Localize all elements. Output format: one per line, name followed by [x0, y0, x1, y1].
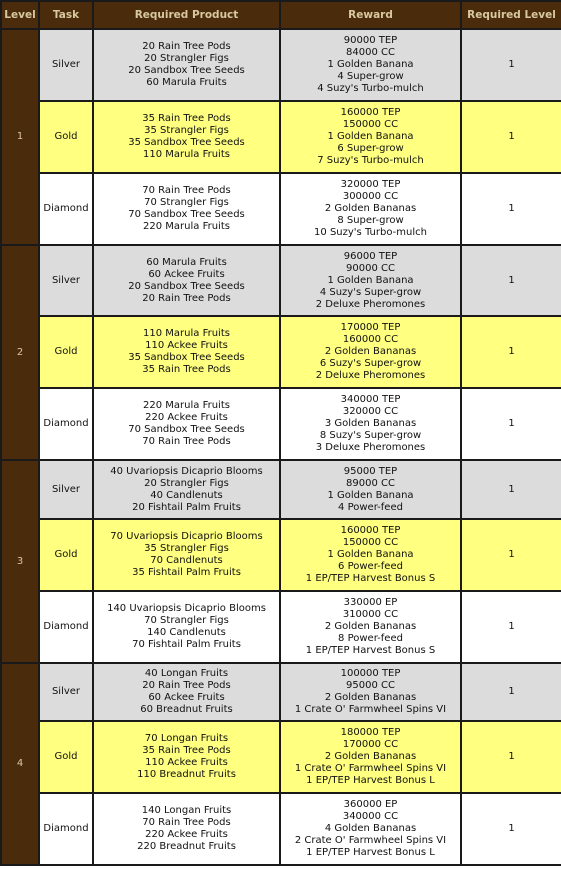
- product-line: 70 Rain Tree Pods: [142, 817, 231, 828]
- product-line: 60 Breadnut Fruits: [140, 704, 233, 715]
- reward-line: 340000 CC: [342, 811, 399, 822]
- reward-line: 160000 TEP: [340, 107, 401, 118]
- required-product: [93, 663, 280, 721]
- product-line: 140 Candlenuts: [147, 627, 226, 638]
- reward-line: 1 Crate O' Farmwheel Spins VI: [294, 704, 447, 715]
- reward-line: 2 Golden Bananas: [324, 346, 417, 357]
- reward-line: 3 Golden Bananas: [324, 418, 417, 429]
- reward-line: 2 Golden Bananas: [324, 751, 417, 762]
- task-tier: Gold: [39, 519, 93, 591]
- product-line: 35 Rain Tree Pods: [142, 364, 231, 375]
- reward-line: 1 EP/TEP Harvest Bonus L: [306, 775, 435, 786]
- reward-line: 320000 TEP: [340, 179, 401, 190]
- level-number: 4: [1, 663, 39, 865]
- reward-line: 150000 CC: [342, 537, 399, 548]
- product-line: 110 Ackee Fruits: [145, 757, 228, 768]
- product-line: 20 Rain Tree Pods: [142, 680, 231, 691]
- product-line: 20 Strangler Figs: [144, 477, 229, 489]
- product-line: 60 Marula Fruits: [146, 77, 227, 88]
- required-level: 1: [461, 460, 561, 519]
- reward-line: 2 Golden Bananas: [324, 692, 417, 703]
- task-tier: Diamond: [39, 591, 93, 663]
- product-line: 35 Fishtail Palm Fruits: [132, 567, 241, 578]
- reward-line: 10 Suzy's Turbo-mulch: [314, 227, 427, 238]
- reward: [280, 793, 461, 865]
- task-tier: Gold: [39, 101, 93, 173]
- table-row: [1, 519, 561, 591]
- reward: [280, 101, 461, 173]
- product-line: 60 Marula Fruits: [146, 256, 227, 268]
- reward-line: 2 Deluxe Pheromones: [315, 298, 426, 310]
- product-line: 220 Ackee Fruits: [145, 412, 228, 423]
- reward-line: 300000 CC: [342, 191, 399, 202]
- reward: [280, 591, 461, 663]
- header-required-level: Required Level: [461, 1, 561, 29]
- task-tier: Silver: [39, 663, 93, 721]
- reward: [280, 519, 461, 591]
- task-tier: Gold: [39, 316, 93, 388]
- reward-line: 3 Deluxe Pheromones: [315, 442, 426, 453]
- required-level: 1: [461, 316, 561, 388]
- product-line: 70 Uvariopsis Dicaprio Blooms: [110, 531, 263, 542]
- reward-line: 180000 TEP: [340, 727, 401, 738]
- product-line: 220 Breadnut Fruits: [137, 841, 236, 852]
- product-line: 40 Longan Fruits: [144, 668, 229, 679]
- product-line: 35 Rain Tree Pods: [142, 113, 231, 124]
- product-line: 70 Rain Tree Pods: [142, 185, 231, 196]
- table-row: [1, 245, 561, 316]
- reward-line: 7 Suzy's Turbo-mulch: [317, 155, 424, 166]
- reward-line: 4 Golden Bananas: [324, 823, 417, 834]
- required-level: 1: [461, 173, 561, 245]
- product-line: 70 Sandbox Tree Seeds: [128, 209, 245, 220]
- header-task: Task: [39, 1, 93, 29]
- reward-line: 8 Super-grow: [337, 215, 404, 226]
- reward-line: 8 Power-feed: [338, 633, 403, 644]
- level-number: 2: [1, 245, 39, 460]
- reward-line: 89000 CC: [346, 477, 395, 489]
- product-line: 70 Rain Tree Pods: [142, 436, 231, 447]
- product-line: 60 Ackee Fruits: [148, 692, 225, 703]
- reward-line: 160000 TEP: [340, 525, 401, 536]
- product-line: 110 Marula Fruits: [143, 149, 230, 160]
- reward-line: 84000 CC: [346, 47, 395, 58]
- required-product: [93, 519, 280, 591]
- reward-line: 4 Suzy's Super-grow: [319, 286, 422, 298]
- product-line: 20 Fishtail Palm Fruits: [132, 501, 241, 513]
- reward-line: 6 Power-feed: [338, 561, 403, 572]
- required-product: [93, 793, 280, 865]
- required-level: 1: [461, 388, 561, 460]
- required-product: [93, 101, 280, 173]
- reward-line: 1 Golden Banana: [327, 549, 414, 560]
- reward-line: 320000 CC: [342, 406, 399, 417]
- task-tier: Diamond: [39, 793, 93, 865]
- header-row: [1, 1, 561, 29]
- product-line: 60 Ackee Fruits: [148, 268, 225, 280]
- reward-line: 90000 TEP: [343, 35, 398, 46]
- table-row: [1, 460, 561, 519]
- table-row: [1, 591, 561, 663]
- reward-line: 1 Golden Banana: [327, 59, 414, 70]
- reward-line: 1 Golden Banana: [327, 131, 414, 142]
- reward-line: 4 Power-feed: [338, 501, 403, 513]
- required-product: [93, 316, 280, 388]
- header-required-product: Required Product: [93, 1, 280, 29]
- product-line: 40 Candlenuts: [150, 489, 223, 501]
- task-tier: Diamond: [39, 173, 93, 245]
- required-product: [93, 29, 280, 101]
- required-level: 1: [461, 101, 561, 173]
- required-product: [93, 173, 280, 245]
- table-row: [1, 101, 561, 173]
- task-tier: Silver: [39, 29, 93, 101]
- level-number: 1: [1, 29, 39, 245]
- reward-line: 170000 TEP: [340, 322, 401, 333]
- product-line: 220 Marula Fruits: [143, 221, 230, 232]
- reward: [280, 721, 461, 793]
- reward-line: 95000 CC: [346, 680, 395, 691]
- reward-line: 100000 TEP: [340, 668, 401, 679]
- product-line: 35 Rain Tree Pods: [142, 745, 231, 756]
- table-row: [1, 793, 561, 865]
- table-row: [1, 29, 561, 101]
- task-tier: Silver: [39, 460, 93, 519]
- reward-line: 1 EP/TEP Harvest Bonus S: [305, 645, 436, 656]
- reward: [280, 29, 461, 101]
- reward-line: 2 Crate O' Farmwheel Spins VI: [294, 835, 447, 846]
- required-product: [93, 460, 280, 519]
- table-row: [1, 721, 561, 793]
- reward-line: 4 Suzy's Turbo-mulch: [317, 83, 424, 94]
- reward-line: 330000 EP: [343, 597, 398, 608]
- reward-line: 340000 TEP: [340, 394, 401, 405]
- product-line: 35 Sandbox Tree Seeds: [128, 137, 245, 148]
- reward-line: 8 Suzy's Super-grow: [319, 430, 422, 441]
- product-line: 70 Strangler Figs: [144, 615, 229, 626]
- reward-line: 6 Super-grow: [337, 143, 404, 154]
- reward-line: 96000 TEP: [343, 250, 398, 262]
- reward-line: 2 Deluxe Pheromones: [315, 370, 426, 381]
- reward-line: 360000 EP: [343, 799, 398, 810]
- reward-line: 6 Suzy's Super-grow: [319, 358, 422, 369]
- required-level: 1: [461, 663, 561, 721]
- product-line: 20 Rain Tree Pods: [142, 292, 231, 304]
- product-line: 140 Uvariopsis Dicaprio Blooms: [107, 603, 266, 614]
- product-line: 220 Ackee Fruits: [145, 829, 228, 840]
- product-line: 40 Uvariopsis Dicaprio Blooms: [110, 465, 263, 477]
- required-product: [93, 388, 280, 460]
- reward-line: 1 Golden Banana: [327, 489, 414, 501]
- reward-line: 310000 CC: [342, 609, 399, 620]
- reward: [280, 316, 461, 388]
- header-reward: Reward: [280, 1, 461, 29]
- product-line: 220 Marula Fruits: [143, 400, 230, 411]
- product-line: 70 Sandbox Tree Seeds: [128, 424, 245, 435]
- reward: [280, 245, 461, 316]
- product-line: 110 Ackee Fruits: [145, 340, 228, 351]
- reward-line: 1 EP/TEP Harvest Bonus L: [306, 847, 435, 858]
- table-row: [1, 316, 561, 388]
- product-line: 20 Sandbox Tree Seeds: [128, 280, 245, 292]
- product-line: 35 Strangler Figs: [144, 125, 229, 136]
- product-line: 35 Strangler Figs: [144, 543, 229, 554]
- reward-line: 1 EP/TEP Harvest Bonus S: [305, 573, 436, 584]
- reward-line: 150000 CC: [342, 119, 399, 130]
- task-tier: Gold: [39, 721, 93, 793]
- required-level: 1: [461, 591, 561, 663]
- product-line: 70 Candlenuts: [150, 555, 223, 566]
- reward-line: 4 Super-grow: [337, 71, 404, 82]
- reward-line: 1 Golden Banana: [327, 274, 414, 286]
- reward-line: 90000 CC: [346, 262, 395, 274]
- task-tier: Diamond: [39, 388, 93, 460]
- reward-line: 170000 CC: [342, 739, 399, 750]
- reward-line: 160000 CC: [342, 334, 399, 345]
- required-level: 1: [461, 519, 561, 591]
- product-line: 110 Breadnut Fruits: [137, 769, 236, 780]
- required-product: [93, 245, 280, 316]
- table-row: [1, 663, 561, 721]
- product-line: 35 Sandbox Tree Seeds: [128, 352, 245, 363]
- required-level: 1: [461, 793, 561, 865]
- table-row: [1, 173, 561, 245]
- reward-line: 1 Crate O' Farmwheel Spins VI: [294, 763, 447, 774]
- product-line: 70 Longan Fruits: [144, 733, 229, 744]
- reward-line: 2 Golden Bananas: [324, 203, 417, 214]
- required-product: [93, 721, 280, 793]
- product-line: 20 Strangler Figs: [144, 53, 229, 64]
- level-number: 3: [1, 460, 39, 663]
- header-level: Level: [1, 1, 39, 29]
- reward: [280, 663, 461, 721]
- product-line: 70 Fishtail Palm Fruits: [132, 639, 241, 650]
- task-tier: Silver: [39, 245, 93, 316]
- table-body: [1, 29, 561, 865]
- table-row: [1, 388, 561, 460]
- required-product: [93, 591, 280, 663]
- product-line: 110 Marula Fruits: [143, 328, 230, 339]
- product-line: 20 Rain Tree Pods: [142, 41, 231, 52]
- required-level: 1: [461, 29, 561, 101]
- product-line: 140 Longan Fruits: [141, 805, 232, 816]
- product-line: 70 Strangler Figs: [144, 197, 229, 208]
- reward-line: 2 Golden Bananas: [324, 621, 417, 632]
- reward: [280, 388, 461, 460]
- required-level: 1: [461, 721, 561, 793]
- required-level: 1: [461, 245, 561, 316]
- reward-line: 95000 TEP: [343, 465, 398, 477]
- reward: [280, 173, 461, 245]
- reward: [280, 460, 461, 519]
- product-line: 20 Sandbox Tree Seeds: [128, 65, 245, 76]
